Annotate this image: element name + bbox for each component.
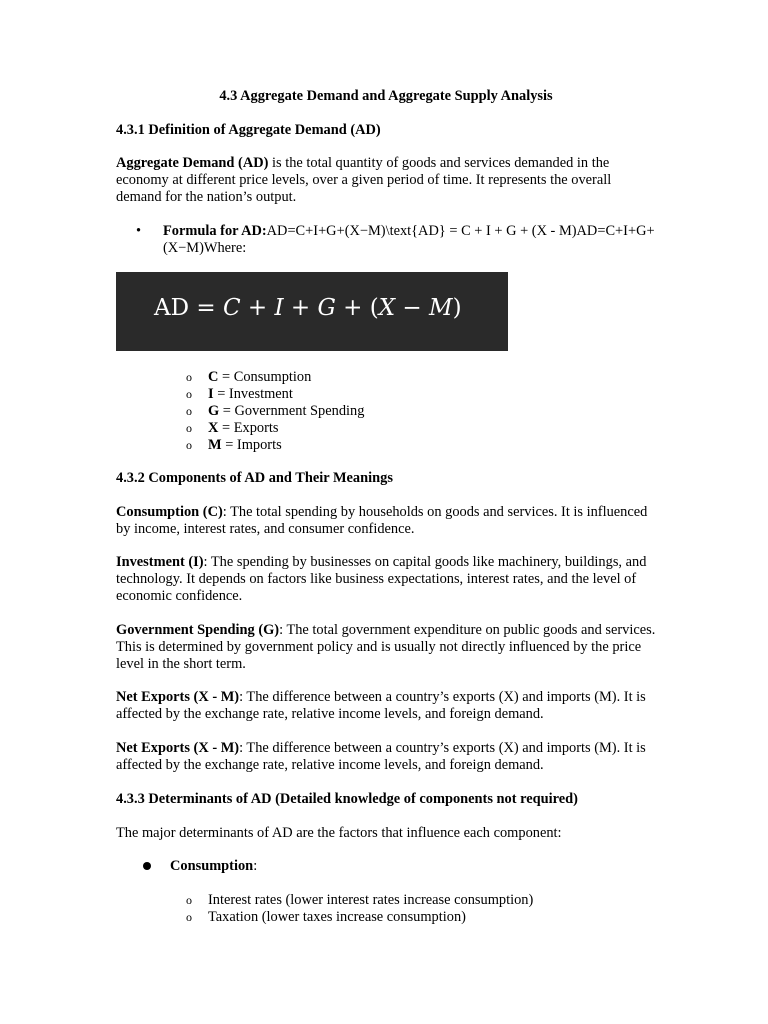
formula-raw-text: AD=C+I+G+(X−M)\text{AD} = C + I + G + (X - M)AD=C+I+G+(X−M)Where: xyxy=(163,223,655,256)
determinants-intro: The major determinants of AD are the factors that influence each component: xyxy=(116,825,562,841)
list-item xyxy=(186,386,586,403)
component-paragraph-government xyxy=(116,622,656,672)
list-item xyxy=(186,420,586,437)
determinant-sub-list xyxy=(186,892,586,926)
component-text: : The spending by businesses on capital goods like machinery, buildings, and technology. It depends on factors like business expectations, interest rates, and the level of economic confidence. xyxy=(116,554,647,604)
component-paragraph-net-exports-repeat xyxy=(116,740,656,774)
circle-bullet-icon: o xyxy=(186,437,192,452)
variable-list xyxy=(186,369,586,453)
circle-bullet-icon: o xyxy=(186,370,192,384)
sub-item-text: Taxation (lower taxes increase consumption) xyxy=(208,908,466,925)
variable-meaning: = Imports xyxy=(221,436,282,453)
variable-meaning: = Exports xyxy=(218,419,279,436)
formula-image xyxy=(116,272,508,351)
list-item xyxy=(186,437,586,454)
formula-var-g: G xyxy=(317,295,336,321)
section-heading-4-3-3: 4.3.3 Determinants of AD (Detailed knowledge of components not required) xyxy=(116,791,578,807)
component-text: : The total spending by households on goods and services. It is influenced by income, interest rates, and consumer confidence. xyxy=(116,504,648,537)
component-text: : The difference between a country’s exports (X) and imports (M). It is affected by the exchange rate, relative income levels, and foreign demand. xyxy=(116,689,646,722)
document-title: 4.3 Aggregate Demand and Aggregate Supply Analysis xyxy=(219,88,553,104)
bullet-label: Consumption xyxy=(170,858,254,874)
variable-symbol: G xyxy=(208,402,220,419)
component-paragraph-consumption xyxy=(116,504,656,538)
component-term: Government Spending (G) xyxy=(116,622,280,638)
component-term: Net Exports (X - M) xyxy=(116,689,240,705)
formula-equation: AD = C + I + G + (X − M) xyxy=(154,295,462,321)
list-item xyxy=(186,403,586,420)
variable-meaning: = Government Spending xyxy=(219,402,365,419)
section-heading-4-3-2: 4.3.2 Components of AD and Their Meanings xyxy=(116,470,393,486)
circle-bullet-icon: o xyxy=(186,420,192,435)
bullet-suffix: : xyxy=(253,858,258,874)
formula-text xyxy=(163,223,656,257)
component-term: Net Exports (X - M) xyxy=(116,740,240,756)
bullet-icon: • xyxy=(136,223,142,239)
circle-bullet-icon: o xyxy=(186,893,192,907)
component-term: Investment (I) xyxy=(116,554,204,570)
formula-var-x: X xyxy=(378,295,396,321)
component-term: Consumption (C) xyxy=(116,504,223,520)
ad-term: Aggregate Demand (AD) xyxy=(116,155,269,171)
list-item xyxy=(186,369,586,386)
variable-symbol: I xyxy=(208,385,214,402)
formula-bullet-item xyxy=(136,223,656,257)
formula-var-c: C xyxy=(222,295,241,321)
circle-bullet-icon: o xyxy=(186,909,192,924)
filled-bullet-icon xyxy=(143,862,151,870)
ad-definition-paragraph xyxy=(116,155,656,205)
formula-var-i: I xyxy=(274,295,284,321)
formula-var-m: M xyxy=(429,295,453,321)
ad-definition-text: is the total quantity of goods and services demanded in the economy at different price levels, over a given period of time. It represents the overall demand for the nation’s output. xyxy=(116,155,612,205)
formula-label: Formula for AD: xyxy=(163,223,267,239)
circle-bullet-icon: o xyxy=(186,403,192,418)
variable-meaning: = Consumption xyxy=(218,369,312,385)
variable-symbol: C xyxy=(208,369,219,385)
component-text: : The difference between a country’s exports (X) and imports (M). It is affected by the exchange rate, relative income levels, and foreign demand. xyxy=(116,740,646,773)
sub-item-text: Interest rates (lower interest rates increase consumption) xyxy=(208,892,534,908)
variable-symbol: X xyxy=(208,419,219,436)
section-heading-4-3-1: 4.3.1 Definition of Aggregate Demand (AD) xyxy=(116,122,381,138)
circle-bullet-icon: o xyxy=(186,386,192,401)
formula-lhs: AD xyxy=(154,295,190,321)
variable-symbol: M xyxy=(208,436,222,453)
list-item xyxy=(186,909,586,926)
component-paragraph-net-exports xyxy=(116,689,656,723)
component-paragraph-investment xyxy=(116,554,656,604)
list-item xyxy=(186,892,586,909)
component-text: : The total government expenditure on public goods and services. This is determined by government policy and is usually not directly influenced by the price level in the short term. xyxy=(116,622,656,672)
variable-meaning: = Investment xyxy=(213,385,293,402)
